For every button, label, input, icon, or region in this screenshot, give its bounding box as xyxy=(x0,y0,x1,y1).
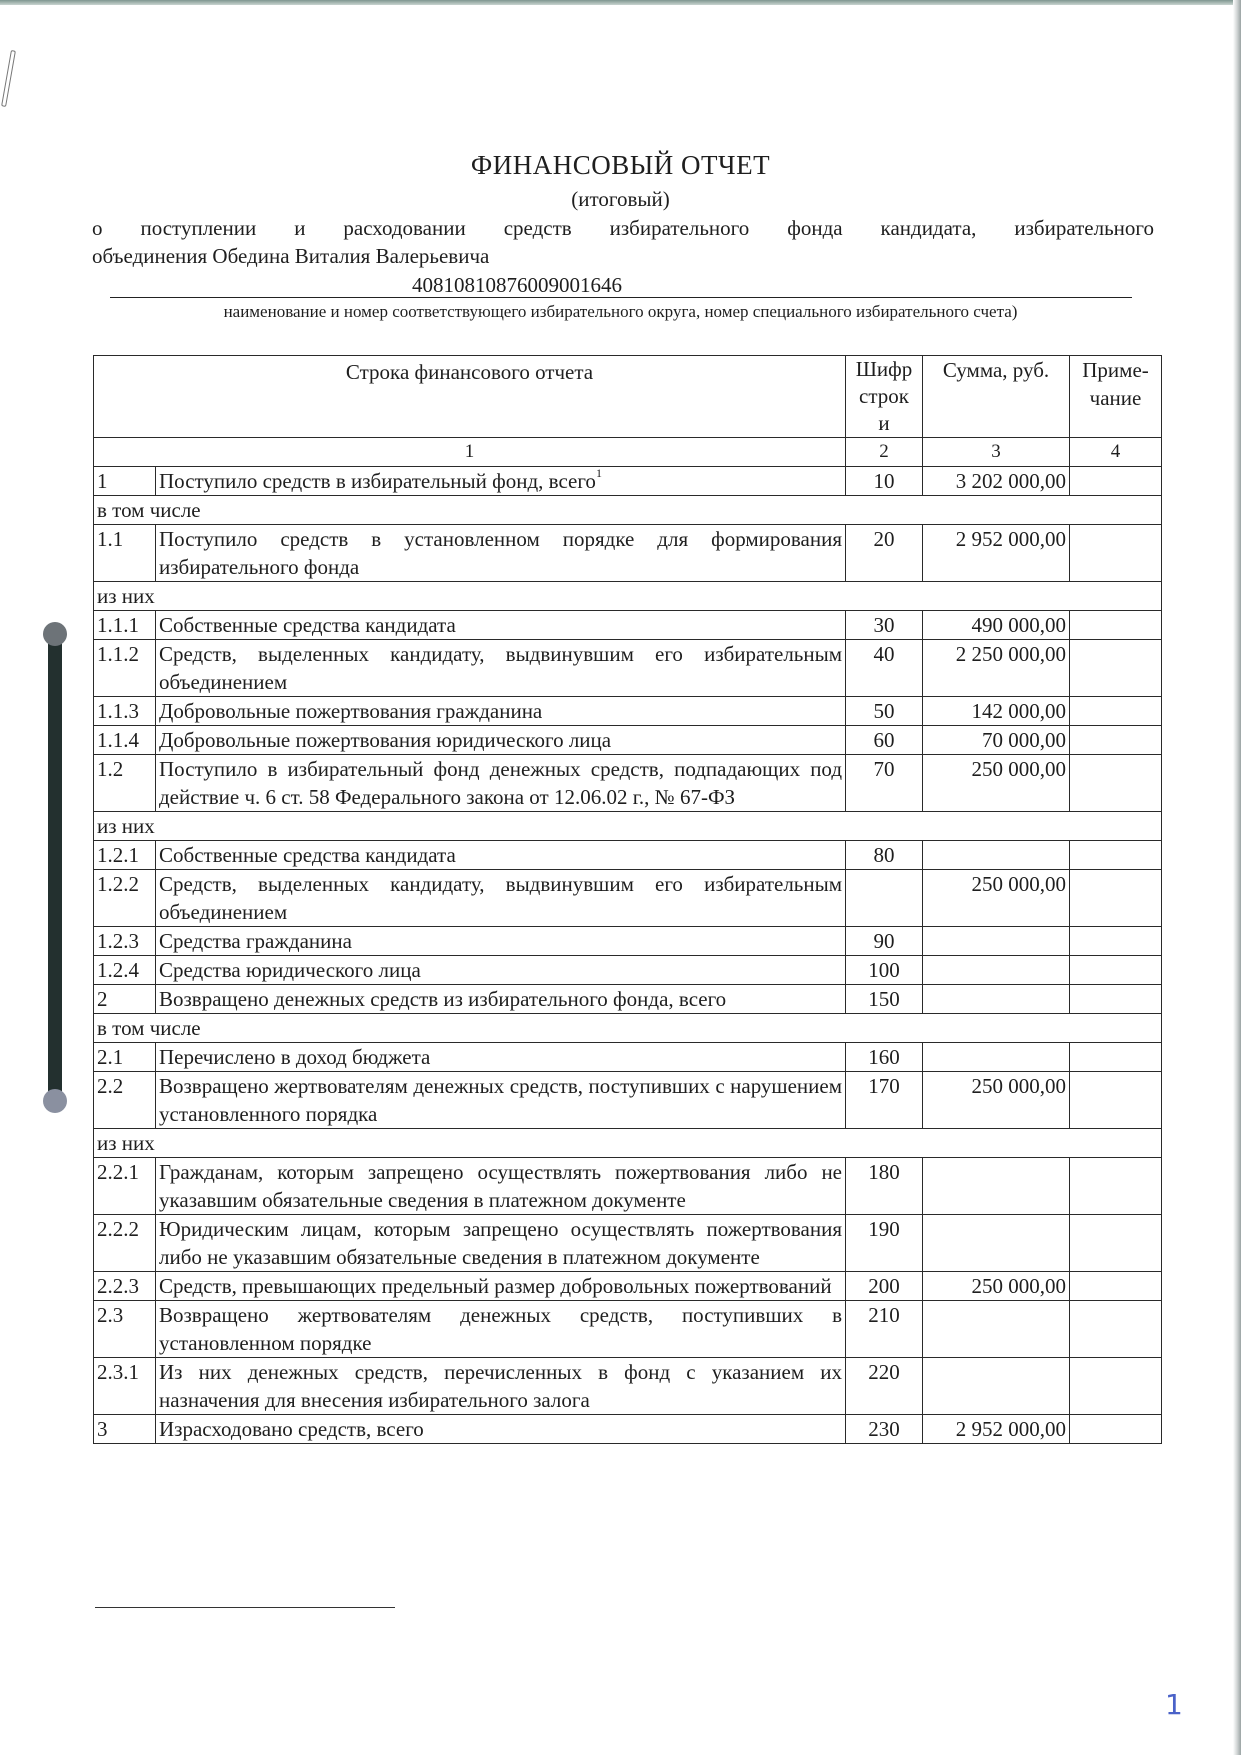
row-label xyxy=(156,1358,846,1415)
row-label-text: Добровольные пожертвования юридического лица xyxy=(159,728,612,752)
row-label xyxy=(156,1415,846,1444)
scan-right-edge xyxy=(1233,0,1241,1755)
row-number: 1.1.2 xyxy=(94,640,156,697)
row-note xyxy=(1070,1072,1162,1129)
row-label xyxy=(156,525,846,582)
binding-cord xyxy=(48,630,62,1105)
row-label xyxy=(156,927,846,956)
row-code: 90 xyxy=(846,927,923,956)
row-code: 40 xyxy=(846,640,923,697)
table-row xyxy=(94,1072,1162,1129)
row-note xyxy=(1070,1301,1162,1358)
row-note xyxy=(1070,841,1162,870)
row-label xyxy=(156,755,846,812)
row-label xyxy=(156,697,846,726)
row-code: 150 xyxy=(846,985,923,1014)
row-number: 2.2.3 xyxy=(94,1272,156,1301)
row-number: 2.2 xyxy=(94,1072,156,1129)
field-caption: наименование и номер соответствующего избирательного округа, номер специального избирательного счета) xyxy=(223,302,1018,321)
row-sum: 3 202 000,00 xyxy=(923,467,1070,496)
row-label xyxy=(156,467,846,496)
row-label xyxy=(156,841,846,870)
table-row xyxy=(94,956,1162,985)
header-code-line: и xyxy=(878,411,890,435)
subheading-text: в том числе xyxy=(94,1014,1162,1043)
row-number: 2 xyxy=(94,985,156,1014)
row-label xyxy=(156,726,846,755)
row-code: 210 xyxy=(846,1301,923,1358)
row-label-text: Поступило средств в установленном порядке для формирования избирательного фонда xyxy=(159,527,843,579)
row-label xyxy=(156,1072,846,1129)
intro-line-2: объединения Обедина Виталия Валерьевича xyxy=(92,244,490,268)
row-number: 1.2.3 xyxy=(94,927,156,956)
table-row xyxy=(94,467,1162,496)
header-code-line: Шифр xyxy=(855,357,913,381)
row-note xyxy=(1070,956,1162,985)
table-row xyxy=(94,611,1162,640)
row-number: 1.2.2 xyxy=(94,870,156,927)
row-sum xyxy=(923,1043,1070,1072)
row-note xyxy=(1070,985,1162,1014)
table-row xyxy=(94,1043,1162,1072)
row-note xyxy=(1070,1358,1162,1415)
row-number: 2.1 xyxy=(94,1043,156,1072)
row-label-text: Собственные средства кандидата xyxy=(159,613,456,637)
account-underline xyxy=(110,273,1132,298)
row-number: 1.1.3 xyxy=(94,697,156,726)
row-code: 80 xyxy=(846,841,923,870)
row-note xyxy=(1070,1043,1162,1072)
row-number: 1.1.1 xyxy=(94,611,156,640)
row-note xyxy=(1070,726,1162,755)
row-note xyxy=(1070,755,1162,812)
table-row xyxy=(94,870,1162,927)
row-label-text: Средства гражданина xyxy=(159,929,352,953)
row-note xyxy=(1070,1415,1162,1444)
row-sum: 250 000,00 xyxy=(923,1072,1070,1129)
document-title: ФИНАНСОВЫЙ ОТЧЕТ xyxy=(470,150,771,180)
row-code: 70 xyxy=(846,755,923,812)
row-number: 3 xyxy=(94,1415,156,1444)
row-code xyxy=(846,870,923,927)
table-row xyxy=(94,1301,1162,1358)
row-note xyxy=(1070,697,1162,726)
table-subheading-row xyxy=(94,1014,1162,1043)
row-label xyxy=(156,1158,846,1215)
row-number: 1.2.4 xyxy=(94,956,156,985)
row-label xyxy=(156,956,846,985)
table-subheading-row xyxy=(94,496,1162,525)
row-code: 220 xyxy=(846,1358,923,1415)
row-note xyxy=(1070,870,1162,927)
row-sum xyxy=(923,1158,1070,1215)
row-sum: 2 952 000,00 xyxy=(923,525,1070,582)
row-label-text: Средства юридического лица xyxy=(159,958,421,982)
table-row xyxy=(94,927,1162,956)
row-label-text: Гражданам, которым запрещено осуществлять пожертвования либо не указавшим обязательные сведения в платежном документе xyxy=(159,1160,843,1212)
intro-line-1: о поступлении и расходовании средств избирательного фонда кандидата, избирательного xyxy=(92,216,1154,240)
row-sum: 70 000,00 xyxy=(923,726,1070,755)
row-label-text: Поступило в избирательный фонд денежных средств, подпадающих под действие ч. 6 ст. 58 Федерального закона от 12.06.02 г., № 67-ФЗ xyxy=(159,757,843,809)
footnote-rule xyxy=(95,1607,395,1608)
row-label-text: Юридическим лицам, которым запрещено осуществлять пожертвования либо не указавшим обязательные сведения в платежном документе xyxy=(159,1217,843,1269)
subheading-text: из них xyxy=(94,582,1162,611)
table-row xyxy=(94,1158,1162,1215)
row-sum: 250 000,00 xyxy=(923,870,1070,927)
row-sum: 2 952 000,00 xyxy=(923,1415,1070,1444)
row-sum: 250 000,00 xyxy=(923,755,1070,812)
row-label-text: Поступило средств в избирательный фонд, всего xyxy=(159,469,596,493)
table-row xyxy=(94,726,1162,755)
row-number: 1.2.1 xyxy=(94,841,156,870)
table-subheading-row xyxy=(94,812,1162,841)
row-label-text: Собственные средства кандидата xyxy=(159,843,456,867)
column-index: 2 xyxy=(846,438,923,467)
financial-report-table xyxy=(93,355,1162,1444)
table-row xyxy=(94,1358,1162,1415)
row-code: 30 xyxy=(846,611,923,640)
table-header-row xyxy=(94,356,1162,438)
row-code: 20 xyxy=(846,525,923,582)
subheading-text: из них xyxy=(94,1129,1162,1158)
table-subheading-row xyxy=(94,1129,1162,1158)
row-note xyxy=(1070,611,1162,640)
row-sum xyxy=(923,927,1070,956)
row-label-text: Средств, выделенных кандидату, выдвинувшим его избирательным объединением xyxy=(159,872,843,924)
row-sum xyxy=(923,1215,1070,1272)
column-index: 3 xyxy=(923,438,1070,467)
row-label xyxy=(156,870,846,927)
column-index-row xyxy=(94,438,1162,467)
row-code: 160 xyxy=(846,1043,923,1072)
row-note xyxy=(1070,927,1162,956)
table-row xyxy=(94,755,1162,812)
handwritten-page-number: 1 xyxy=(1165,1688,1183,1721)
row-label xyxy=(156,1215,846,1272)
row-sum xyxy=(923,841,1070,870)
row-note xyxy=(1070,640,1162,697)
row-label xyxy=(156,611,846,640)
row-number: 2.2.1 xyxy=(94,1158,156,1215)
row-sum xyxy=(923,956,1070,985)
row-label-text: Возвращено денежных средств из избирательного фонда, всего xyxy=(159,987,727,1011)
document-subtitle: (итоговый) xyxy=(571,187,670,211)
row-note xyxy=(1070,1158,1162,1215)
row-code: 60 xyxy=(846,726,923,755)
row-sum: 490 000,00 xyxy=(923,611,1070,640)
row-number: 2.3.1 xyxy=(94,1358,156,1415)
header-code xyxy=(846,356,923,438)
row-label-text: Из них денежных средств, перечисленных в фонд с указанием их назначения для внесения избирательного залога xyxy=(159,1360,843,1412)
row-label xyxy=(156,1043,846,1072)
row-code: 190 xyxy=(846,1215,923,1272)
row-sum xyxy=(923,985,1070,1014)
pen-mark xyxy=(1,50,16,107)
row-number: 1.1 xyxy=(94,525,156,582)
row-number: 1 xyxy=(94,467,156,496)
header-note-line: Приме- xyxy=(1082,358,1149,382)
row-label xyxy=(156,985,846,1014)
table-row xyxy=(94,1415,1162,1444)
table-row xyxy=(94,1272,1162,1301)
row-note xyxy=(1070,525,1162,582)
subheading-text: из них xyxy=(94,812,1162,841)
header-line: Строка финансового отчета xyxy=(94,356,846,438)
row-label xyxy=(156,640,846,697)
header-sum: Сумма, руб. xyxy=(923,356,1070,438)
table-subheading-row xyxy=(94,582,1162,611)
row-label-text: Возвращено жертвователям денежных средств, поступивших с нарушением установленного порядка xyxy=(159,1074,843,1126)
account-number: 40810810876009001646 xyxy=(412,273,622,297)
row-sum xyxy=(923,1358,1070,1415)
table-row xyxy=(94,985,1162,1014)
row-code: 10 xyxy=(846,467,923,496)
row-code: 230 xyxy=(846,1415,923,1444)
footnote-marker: 1 xyxy=(595,466,602,480)
row-label-text: Возвращено жертвователям денежных средств, поступивших в установленном порядке xyxy=(159,1303,843,1355)
header-note-line: чание xyxy=(1089,386,1142,410)
column-index: 4 xyxy=(1070,438,1162,467)
row-label-text: Перечислено в доход бюджета xyxy=(159,1045,431,1069)
table-row xyxy=(94,525,1162,582)
row-label-text: Израсходовано средств, всего xyxy=(159,1417,424,1441)
header-code-line: строк xyxy=(859,384,909,408)
subheading-text: в том числе xyxy=(94,496,1162,525)
row-number: 2.2.2 xyxy=(94,1215,156,1272)
table-row xyxy=(94,1215,1162,1272)
row-label-text: Добровольные пожертвования гражданина xyxy=(159,699,543,723)
row-label xyxy=(156,1301,846,1358)
row-sum: 250 000,00 xyxy=(923,1272,1070,1301)
row-sum: 142 000,00 xyxy=(923,697,1070,726)
row-sum xyxy=(923,1301,1070,1358)
row-note xyxy=(1070,1272,1162,1301)
column-index: 1 xyxy=(94,438,846,467)
row-sum: 2 250 000,00 xyxy=(923,640,1070,697)
table-row xyxy=(94,697,1162,726)
row-number: 1.1.4 xyxy=(94,726,156,755)
scan-top-edge xyxy=(0,0,1241,5)
row-number: 2.3 xyxy=(94,1301,156,1358)
row-code: 180 xyxy=(846,1158,923,1215)
row-label xyxy=(156,1272,846,1301)
table-row xyxy=(94,841,1162,870)
row-note xyxy=(1070,1215,1162,1272)
row-code: 200 xyxy=(846,1272,923,1301)
row-label-text: Средств, выделенных кандидату, выдвинувшим его избирательным объединением xyxy=(159,642,843,694)
row-note xyxy=(1070,467,1162,496)
row-code: 100 xyxy=(846,956,923,985)
row-label-text: Средств, превышающих предельный размер добровольных пожертвований xyxy=(159,1274,832,1298)
document-intro xyxy=(92,214,1154,270)
row-code: 50 xyxy=(846,697,923,726)
row-code: 170 xyxy=(846,1072,923,1129)
table-row xyxy=(94,640,1162,697)
row-number: 1.2 xyxy=(94,755,156,812)
header-note xyxy=(1070,356,1162,438)
